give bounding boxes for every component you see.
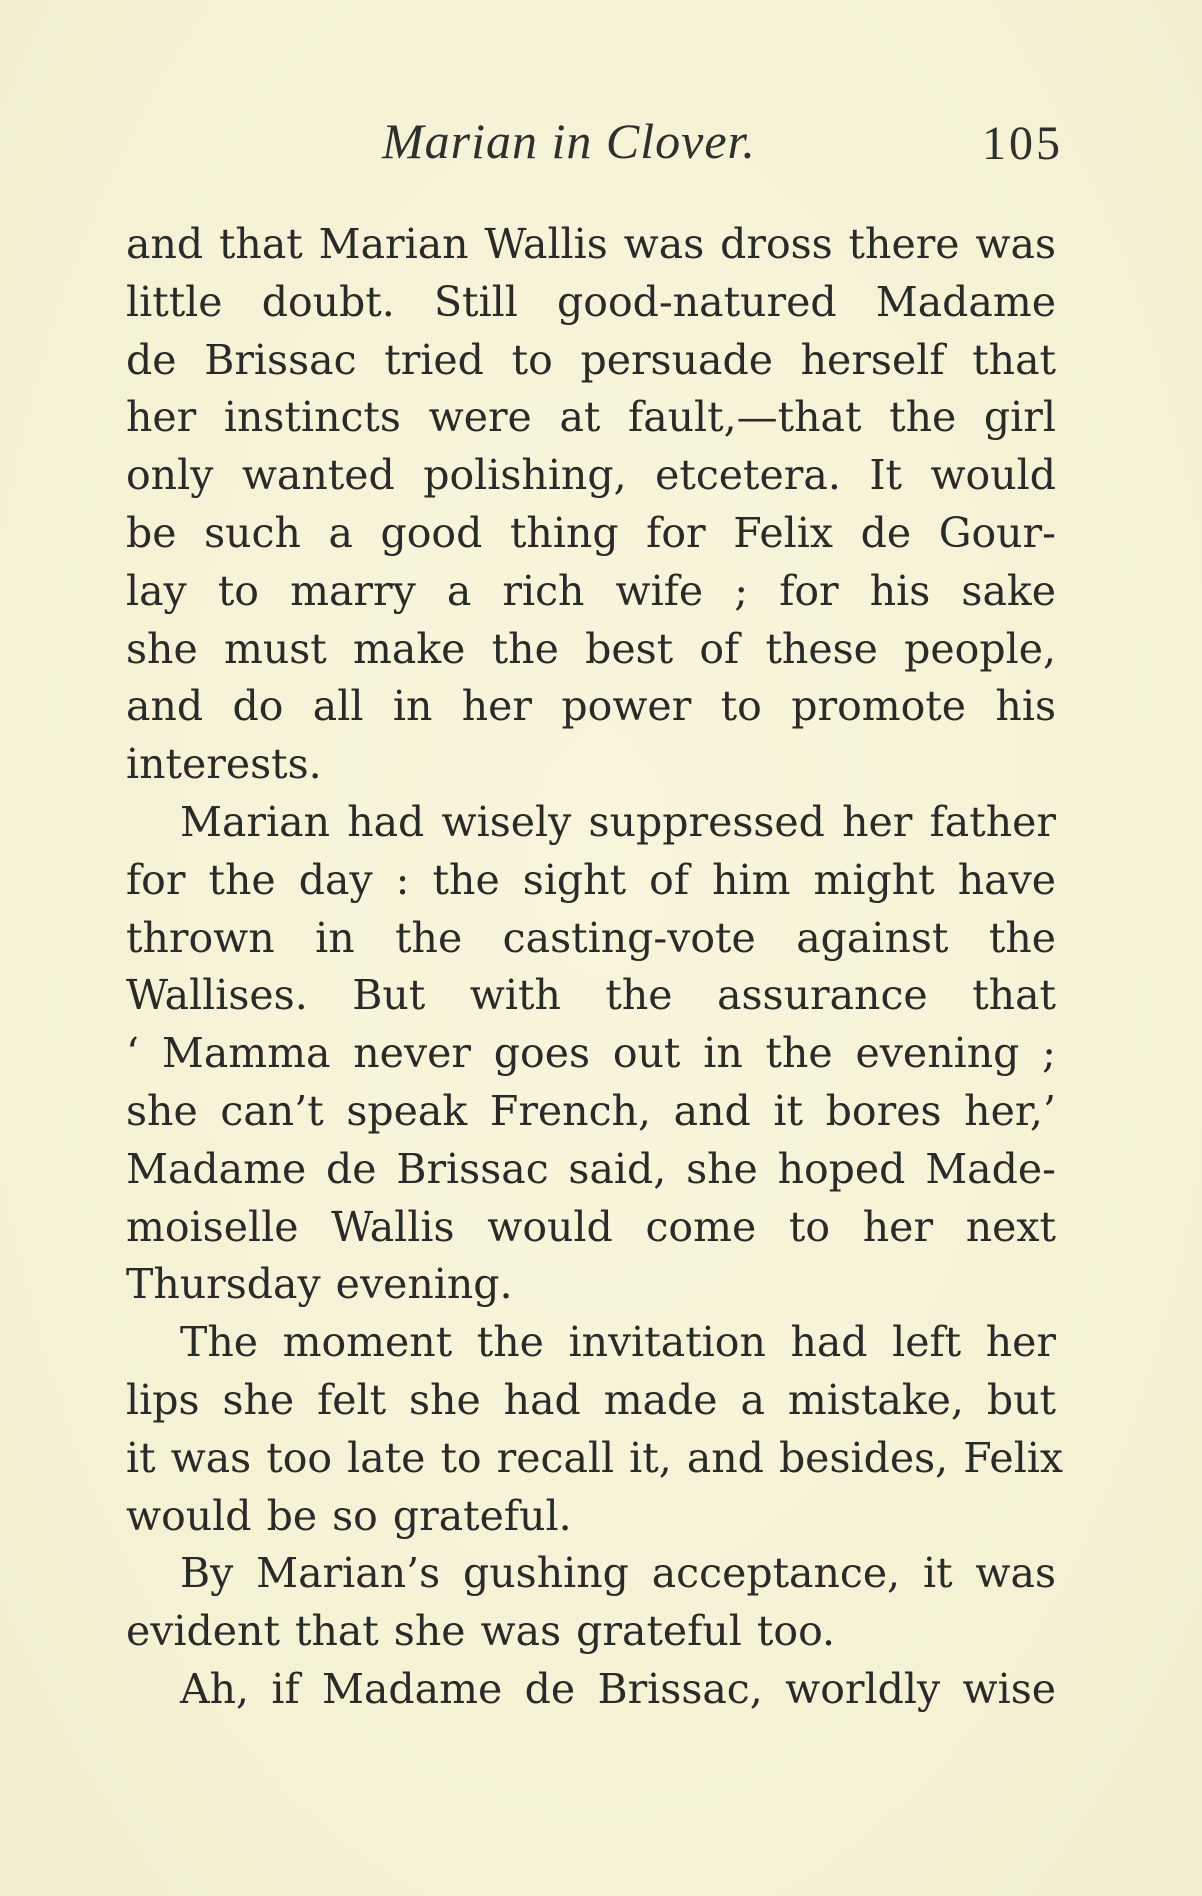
- text-line: be such a good thing for Felix de Gour-: [126, 508, 1056, 557]
- paragraph-end-line: evident that she was grateful too.: [126, 1607, 836, 1656]
- page-number: 105: [982, 117, 1063, 170]
- text-line: little doubt. Still good-natured Madame: [126, 277, 1056, 326]
- paragraph-end-line: interests.: [126, 740, 322, 789]
- text-line: de Brissac tried to persuade herself that: [126, 335, 1056, 384]
- text-line: moiselle Wallis would come to her next: [126, 1202, 1056, 1251]
- text-line: only wanted polishing, etcetera. It would: [126, 451, 1056, 500]
- paragraph-first-line: Ah, if Madame de Brissac, worldly wise: [180, 1664, 1056, 1713]
- paragraph-end-line: Thursday evening.: [126, 1260, 513, 1309]
- text-line: Wallises. But with the assurance that: [126, 971, 1056, 1020]
- text-line: Madame de Brissac said, she hoped Made-: [126, 1144, 1056, 1193]
- text-line: she can’t speak French, and it bores her,’: [126, 1086, 1056, 1135]
- text-line: for the day : the sight of him might have: [126, 855, 1056, 904]
- paragraph-first-line: By Marian’s gushing acceptance, it was: [180, 1549, 1056, 1598]
- text-line: lay to marry a rich wife ; for his sake: [126, 566, 1056, 615]
- page-header: [0, 112, 1202, 172]
- paragraph-first-line: Marian had wisely suppressed her father: [180, 797, 1056, 846]
- paragraph-first-line: The moment the invitation had left her: [180, 1318, 1056, 1367]
- text-line: ‘ Mamma never goes out in the evening ;: [126, 1029, 1056, 1078]
- text-line: it was too late to recall it, and besides, Felix: [126, 1433, 1064, 1482]
- paragraph-end-line: would be so grateful.: [126, 1491, 572, 1540]
- text-line: and that Marian Wallis was dross there was: [126, 220, 1056, 268]
- body-text: [126, 216, 1064, 1719]
- running-title: Marian in Clover.: [382, 113, 756, 169]
- text-line: thrown in the casting-vote against the: [126, 913, 1056, 962]
- text-line: she must make the best of these people,: [126, 624, 1056, 673]
- text-line: lips she felt she had made a mistake, but: [126, 1375, 1056, 1424]
- text-line: her instincts were at fault,—that the girl: [126, 393, 1056, 442]
- text-line: and do all in her power to promote his: [126, 682, 1056, 731]
